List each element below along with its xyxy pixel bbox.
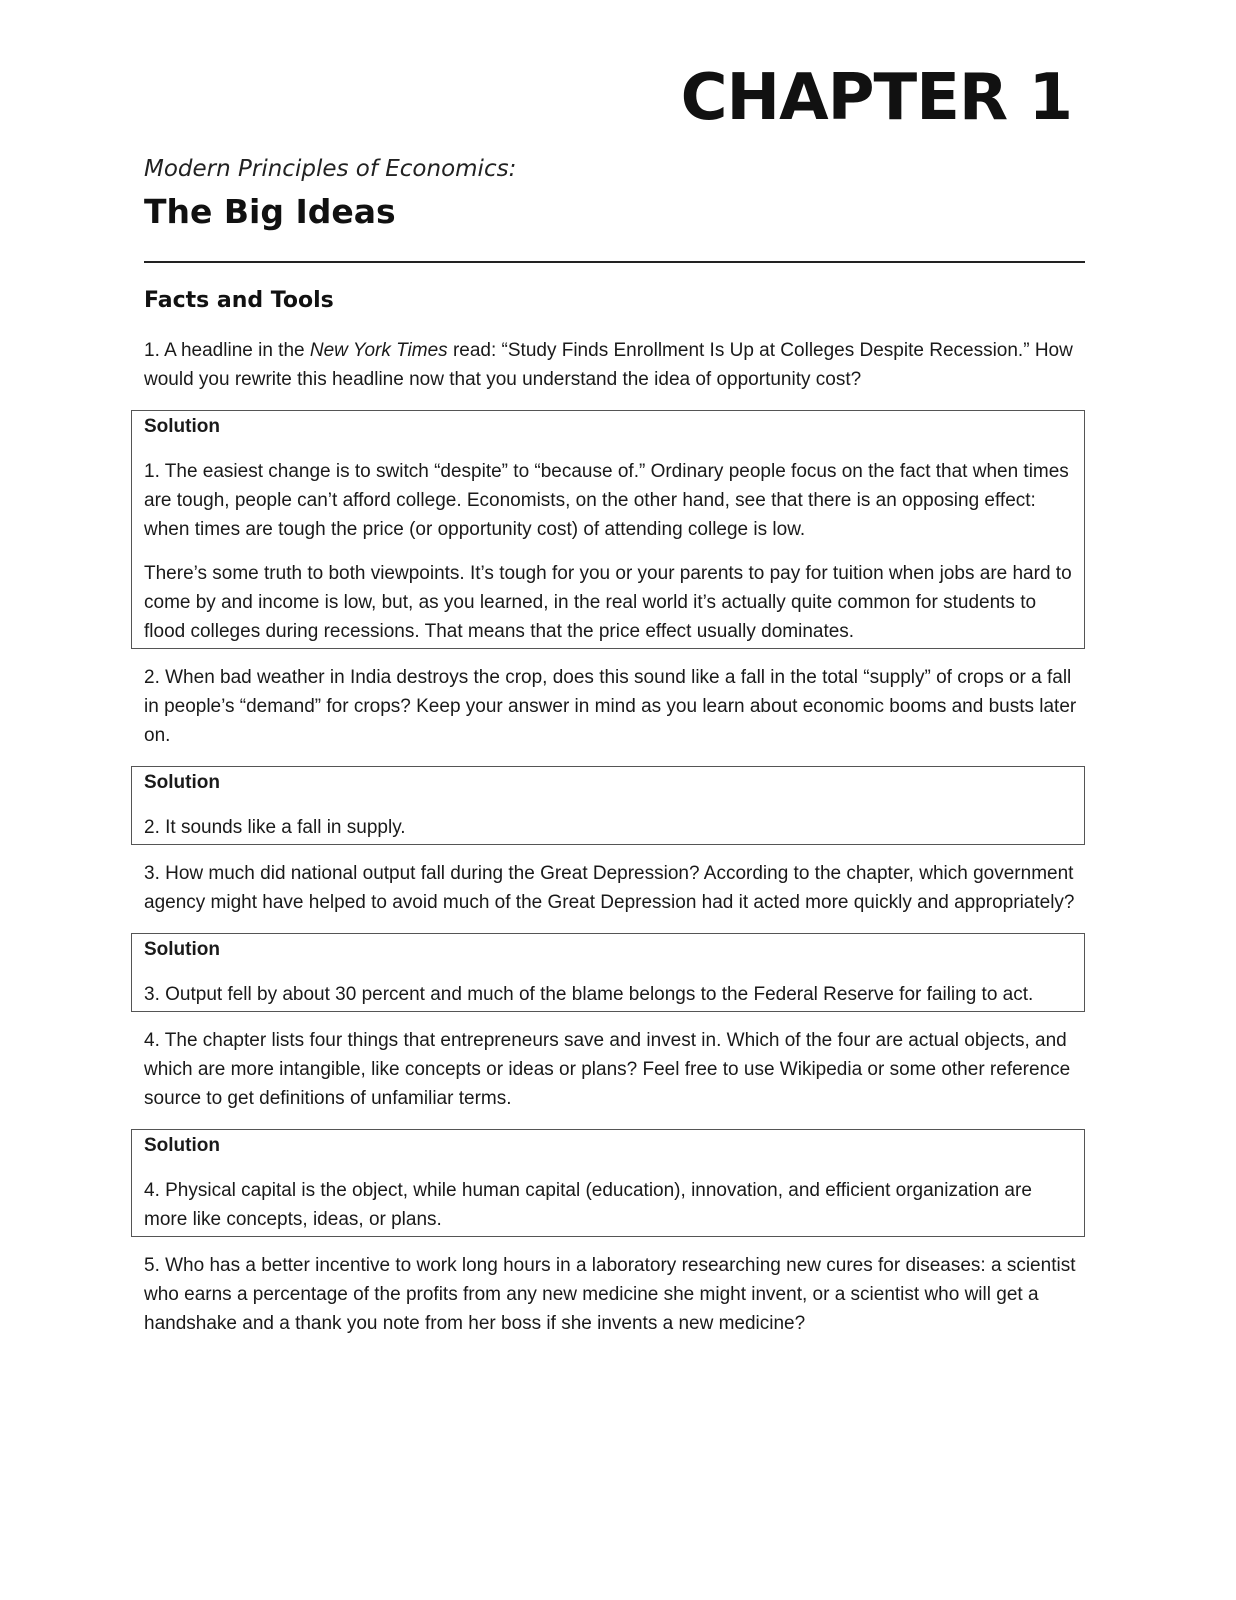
question-1-lead: 1. A headline in the — [144, 340, 310, 361]
question-4-text: 4. The chapter lists four things that entrepreneurs save and invest in. Which of the four are actual objects, and which are more intangible, like concepts or ideas or plans? Feel free to use Wikipedia or some other reference source to get definitions of unfamiliar terms. — [144, 1030, 1071, 1109]
solution-4-paragraph-1: 4. Physical capital is the object, while human capital (education), innovation, and efficient organization are more like concepts, ideas, or plans. — [144, 1180, 1032, 1230]
solution-box-4 — [131, 1129, 1085, 1237]
question-5 — [131, 1251, 1085, 1338]
solution-label: Solution — [144, 416, 220, 437]
solution-label: Solution — [144, 772, 220, 793]
question-2-text: 2. When bad weather in India destroys the crop, does this sound like a fall in the total “supply” of crops or a fall in people’s “demand” for crops? Keep your answer in mind as you learn about economic booms and busts later on. — [144, 667, 1077, 746]
question-1-text — [144, 336, 1085, 394]
solution-3-paragraph-1: 3. Output fell by about 30 percent and much of the blame belongs to the Federal Reserve for failing to act. — [144, 984, 1034, 1005]
solution-box-3 — [131, 933, 1085, 1012]
solution-1-paragraph-1: 1. The easiest change is to switch “despite” to “because of.” Ordinary people focus on the fact that when times are tough, people can’t afford college. Economists, on the other hand, see that there is an opposing effect: when times are tough the price (or opportunity cost) of attending college is low. — [144, 461, 1069, 540]
question-4 — [131, 1026, 1085, 1113]
solution-label: Solution — [144, 939, 220, 960]
solution-box-1 — [131, 410, 1085, 649]
page-title: The Big Ideas — [144, 192, 396, 231]
chapter-heading: CHAPTER 1 — [680, 61, 1072, 135]
question-2 — [131, 663, 1085, 750]
question-5-text: 5. Who has a better incentive to work long hours in a laboratory researching new cures for diseases: a scientist who earns a percentage of the profits from any new medicine she might invent, or a scientist who will get a handshake and a thank you note from her boss if she invents a new medicine? — [144, 1255, 1076, 1334]
book-subtitle: Modern Principles of Economics: — [144, 156, 517, 182]
question-1-rest: read: “Study Finds Enrollment Is Up at Colleges Despite Recession.” How would you rewrite this headline now that you understand the idea of opportunity cost? — [144, 340, 1073, 390]
solution-1-paragraph-2: There’s some truth to both viewpoints. It’s tough for you or your parents to pay for tuition when jobs are hard to come by and income is low, but, as you learned, in the real world it’s actually quite common for students to flood colleges during recessions. That means that the price effect usually dominates. — [144, 563, 1072, 642]
solution-box-2 — [131, 766, 1085, 845]
question-3-text: 3. How much did national output fall during the Great Depression? According to the chapter, which government agency might have helped to avoid much of the Great Depression had it acted more quickly and appropriately? — [144, 863, 1075, 913]
solution-label: Solution — [144, 1135, 220, 1156]
question-3 — [131, 859, 1085, 917]
questions-content — [131, 336, 1085, 1354]
question-1 — [131, 336, 1085, 394]
question-1-italic-title: New York Times — [309, 340, 448, 361]
solution-2-paragraph-1: 2. It sounds like a fall in supply. — [144, 817, 406, 838]
title-divider — [144, 261, 1085, 263]
section-heading: Facts and Tools — [144, 288, 334, 313]
